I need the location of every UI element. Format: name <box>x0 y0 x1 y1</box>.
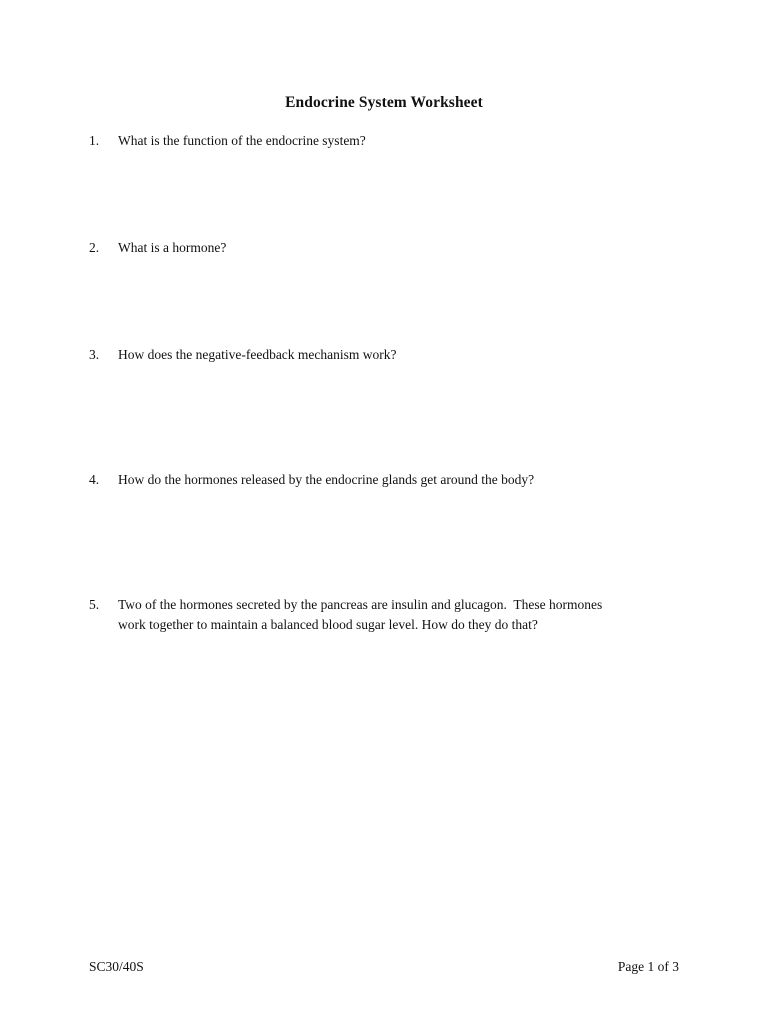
question-number: 2. <box>89 240 100 255</box>
question-number: 1. <box>89 133 100 148</box>
page-title: Endocrine System Worksheet <box>285 94 483 111</box>
question-number: 3. <box>89 347 100 362</box>
question-text-line: How do the hormones released by the endocrine glands get around the body? <box>118 472 535 487</box>
footer-course-code: SC30/40S <box>89 959 144 974</box>
question-text <box>118 345 678 365</box>
question-number: 5. <box>89 597 100 612</box>
question-text <box>118 131 678 151</box>
question-number: 4. <box>89 472 100 487</box>
question-text <box>118 470 678 490</box>
question-text-line: work together to maintain a balanced blood sugar level. How do they do that? <box>118 617 538 632</box>
question-text <box>118 238 678 258</box>
question-text-line: How does the negative-feedback mechanism work? <box>118 347 397 362</box>
question-text <box>118 595 678 635</box>
question-text-line: What is a hormone? <box>118 240 227 255</box>
question-text-line: Two of the hormones secreted by the pancreas are insulin and glucagon. These hormones <box>118 597 603 612</box>
question-text-line: What is the function of the endocrine system? <box>118 133 366 148</box>
footer-page-number: Page 1 of 3 <box>617 959 679 974</box>
